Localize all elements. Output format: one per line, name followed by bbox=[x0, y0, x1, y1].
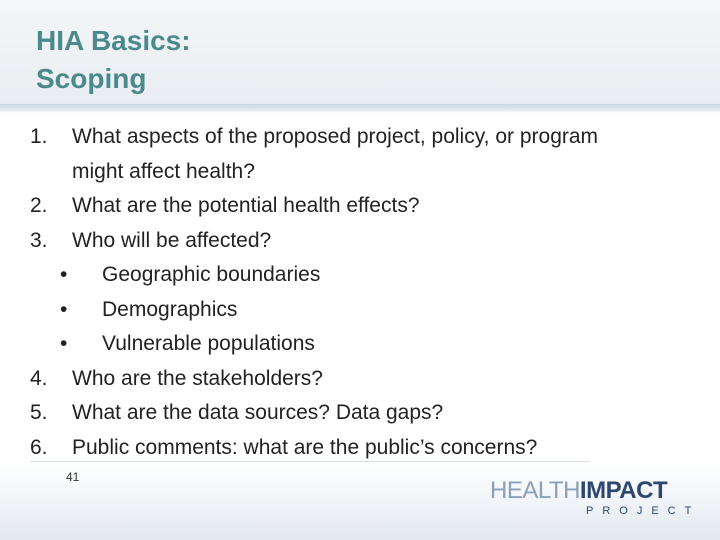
list-item-number: 5. bbox=[30, 401, 48, 424]
list-item-text: What aspects of the proposed project, policy, or program bbox=[72, 125, 599, 148]
list-item bbox=[30, 396, 700, 431]
sub-list-item bbox=[30, 327, 700, 362]
list-item bbox=[30, 189, 700, 224]
list-item-number: 6. bbox=[30, 435, 48, 459]
header-divider bbox=[0, 104, 720, 113]
question-list bbox=[30, 120, 700, 465]
list-item bbox=[30, 224, 700, 259]
list-item bbox=[30, 120, 700, 189]
slide-title-line-2: Scoping bbox=[36, 63, 147, 94]
health-impact-project-logo bbox=[490, 477, 701, 520]
bullet-icon: • bbox=[60, 263, 68, 286]
sub-list-item bbox=[30, 258, 700, 293]
bullet-icon: • bbox=[60, 332, 68, 355]
list-item-text: What are the data sources? Data gaps? bbox=[72, 401, 444, 424]
list-item-number: 2. bbox=[30, 194, 48, 217]
page-number: 41 bbox=[66, 470, 80, 484]
list-item-number: 3. bbox=[30, 228, 48, 252]
list-item bbox=[30, 431, 700, 466]
list-item-number: 4. bbox=[30, 366, 48, 390]
slide-title bbox=[36, 22, 191, 98]
bullet-icon: • bbox=[60, 297, 68, 321]
sub-list-item-text: Vulnerable populations bbox=[102, 332, 315, 355]
logo-word-health: HEALTH bbox=[490, 477, 580, 504]
sub-list-item-text: Geographic boundaries bbox=[102, 263, 321, 286]
list-item-text: Who are the stakeholders? bbox=[72, 366, 323, 390]
sub-list-item-text: Demographics bbox=[102, 297, 238, 321]
sub-list-item bbox=[30, 293, 700, 328]
logo-subtitle: PROJECT bbox=[586, 505, 701, 517]
footer-divider bbox=[30, 461, 590, 462]
list-item-text: might affect health? bbox=[72, 159, 255, 183]
list-item-text: Public comments: what are the public’s concerns? bbox=[72, 435, 538, 459]
logo-word-impact: IMPACT bbox=[579, 477, 668, 504]
logo-wordmark bbox=[490, 478, 667, 504]
list-item-text: Who will be affected? bbox=[72, 228, 272, 252]
slide-title-line-1: HIA Basics: bbox=[36, 25, 191, 56]
list-item bbox=[30, 362, 700, 397]
list-item-number: 1. bbox=[30, 125, 48, 148]
list-item-text: What are the potential health effects? bbox=[72, 194, 420, 217]
